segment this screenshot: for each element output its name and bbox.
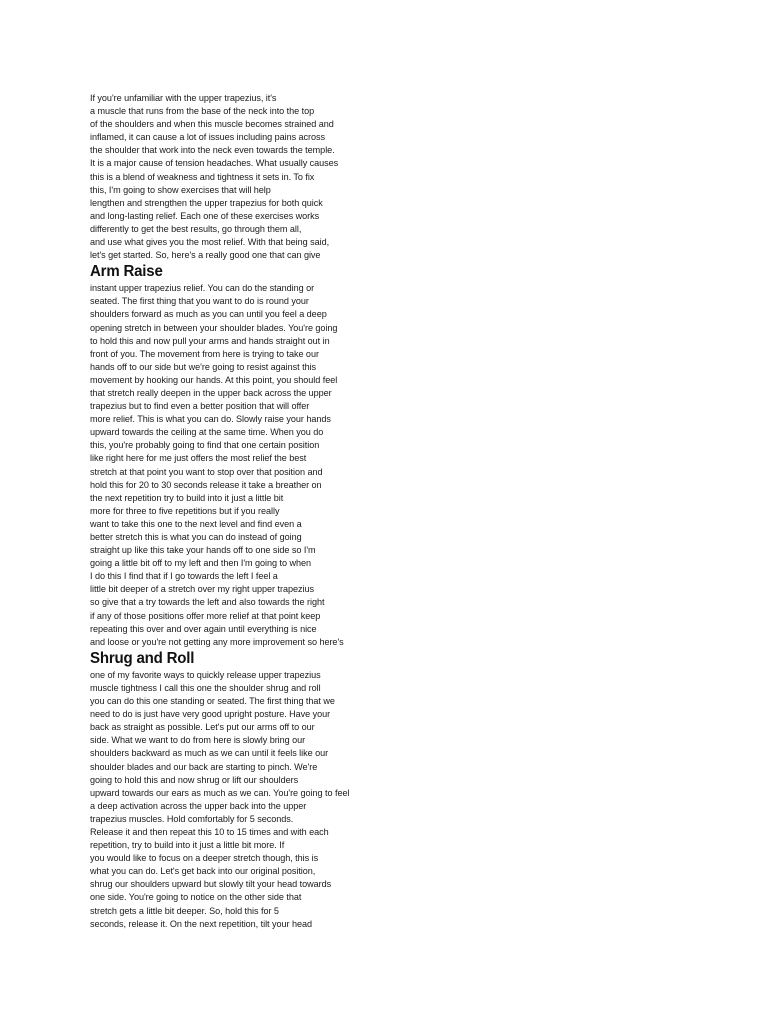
- text-line: like right here for me just offers the most relief the best: [90, 453, 307, 464]
- text-line: It is a major cause of tension headaches. What usually causes: [90, 158, 339, 169]
- text-line: back as straight as possible. Let's put our arms off to our: [90, 722, 315, 733]
- section-arm-raise: [90, 262, 380, 649]
- text-line: this is a blend of weakness and tightness it sets in. To fix: [90, 171, 315, 182]
- text-line: side. What we want to do from here is slowly bring our: [90, 735, 306, 746]
- text-line: little bit deeper of a stretch over my right upper trapezius: [90, 584, 314, 595]
- text-line: stretch gets a little bit deeper. So, hold this for 5: [90, 905, 279, 916]
- text-line: trapezius muscles. Hold comfortably for 5 seconds.: [90, 813, 294, 824]
- section-heading: Arm Raise: [90, 263, 163, 281]
- text-line: if any of those positions offer more relief at that point keep: [90, 610, 321, 621]
- text-line: better stretch this is what you can do instead of going: [90, 532, 302, 542]
- text-line: seated. The first thing that you want to do is round your: [90, 296, 309, 307]
- text-line: to hold this and now pull your arms and hands straight out in: [90, 335, 330, 346]
- text-line: this, you're probably going to find that one certain position: [90, 440, 320, 451]
- text-line: muscle tightness I call this one the shoulder shrug and roll: [90, 682, 321, 693]
- text-line: going a little bit off to my left and then I'm going to when: [90, 558, 311, 569]
- text-line: one of my favorite ways to quickly release upper trapezius: [90, 669, 321, 680]
- text-line: trapezius but to find even a better position that will offer: [90, 401, 310, 412]
- text-line: more for three to five repetitions but if you really: [90, 505, 280, 516]
- document-page: [90, 92, 380, 931]
- text-line: a muscle that runs from the base of the neck into the top: [90, 106, 315, 117]
- text-line: you would like to focus on a deeper stretch though, this is: [90, 853, 319, 864]
- text-line: and use what gives you the most relief. With that being said,: [90, 237, 330, 248]
- intro-paragraph: [90, 92, 380, 262]
- text-line: hold this for 20 to 30 seconds release it take a breather on: [90, 479, 322, 490]
- section-heading: Shrug and Roll: [90, 649, 195, 667]
- text-line: differently to get the best results, go through them all,: [90, 223, 302, 234]
- text-line: of the shoulders and when this muscle becomes strained and: [90, 119, 334, 130]
- text-line: more relief. This is what you can do. Slowly raise your hands: [90, 414, 331, 425]
- text-line: shrug our shoulders upward but slowly tilt your head towards: [90, 879, 332, 890]
- text-line: shoulder blades and our back are starting to pinch. We're: [90, 761, 318, 772]
- section-shrug-and-roll: [90, 649, 380, 931]
- text-line: going to hold this and now shrug or lift our shoulders: [90, 774, 299, 785]
- text-line: want to take this one to the next level and find even a: [90, 518, 302, 529]
- text-line: straight up like this take your hands off to one side so I'm: [90, 545, 316, 556]
- text-line: one side. You're going to notice on the other side that: [90, 892, 302, 903]
- text-line: stretch at that point you want to stop over that position and: [90, 466, 323, 477]
- text-line: shoulders backward as much as we can until it feels like our: [90, 748, 329, 759]
- text-line: and loose or you're not getting any more improvement so here's: [90, 636, 344, 647]
- text-line: need to do is just have very good upright posture. Have your: [90, 709, 331, 720]
- text-line: a deep activation across the upper back into the upper: [90, 800, 307, 811]
- text-line: this, I'm going to show exercises that will help: [90, 184, 271, 195]
- text-line: movement by hooking our hands. At this point, you should feel: [90, 374, 338, 385]
- text-line: seconds, release it. On the next repetition, tilt your head: [90, 918, 312, 929]
- text-line: opening stretch in between your shoulder blades. You're going: [90, 322, 338, 333]
- text-line: instant upper trapezius relief. You can do the standing or: [90, 283, 315, 294]
- text-line: hands off to our side but we're going to resist against this: [90, 361, 317, 372]
- text-line: lengthen and strengthen the upper trapezius for both quick: [90, 197, 323, 208]
- text-line: so give that a try towards the left and also towards the right: [90, 597, 325, 608]
- text-line: you can do this one standing or seated. The first thing that we: [90, 696, 335, 707]
- sections-container: [90, 262, 380, 931]
- text-line: let's get started. So, here's a really good one that can give: [90, 250, 321, 261]
- text-line: upward towards our ears as much as we can. You're going to feel: [90, 787, 350, 798]
- text-line: If you're unfamiliar with the upper trapezius, it's: [90, 93, 277, 103]
- text-line: repetition, try to build into it just a little bit more. If: [90, 840, 285, 851]
- text-line: repeating this over and over again until everything is nice: [90, 623, 317, 634]
- text-line: and long-lasting relief. Each one of these exercises works: [90, 210, 320, 221]
- text-line: upward towards the ceiling at the same time. When you do: [90, 427, 324, 438]
- text-line: I do this I find that if I go towards the left I feel a: [90, 571, 278, 582]
- text-line: shoulders forward as much as you can until you feel a deep: [90, 309, 327, 320]
- text-line: inflamed, it can cause a lot of issues including pains across: [90, 132, 326, 143]
- text-line: the shoulder that work into the neck even towards the temple.: [90, 145, 335, 156]
- text-line: Release it and then repeat this 10 to 15 times and with each: [90, 826, 329, 837]
- text-line: what you can do. Let's get back into our original position,: [90, 866, 316, 877]
- text-line: that stretch really deepen in the upper back across the upper: [90, 387, 332, 398]
- text-line: the next repetition try to build into it just a little bit: [90, 492, 284, 503]
- text-line: front of you. The movement from here is trying to take our: [90, 348, 319, 359]
